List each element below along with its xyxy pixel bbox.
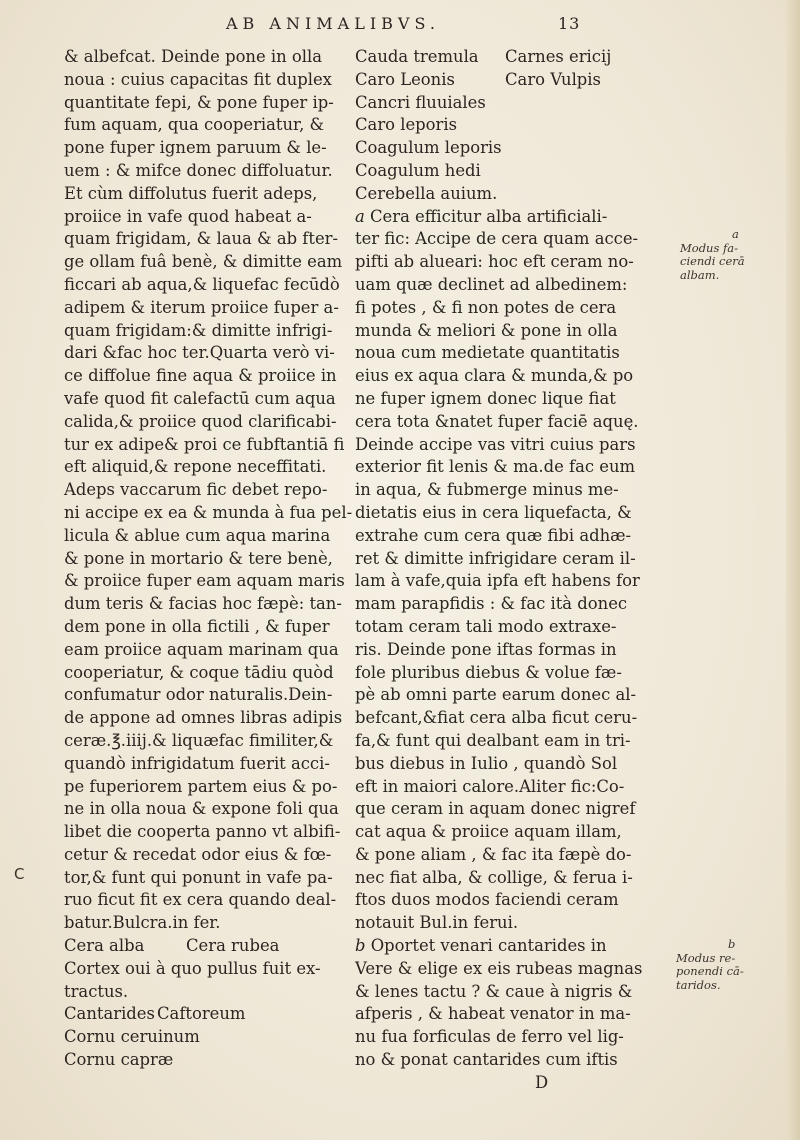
text-line: cooperiatur, & coque tādiu quòd: [64, 662, 334, 682]
text-line: afperis , & habeat venator in ma-: [355, 1004, 631, 1024]
paragraph-b-letter: b: [355, 936, 366, 956]
list-row: [355, 46, 671, 69]
text-line: no & ponat cantarides cum iftis: [355, 1050, 618, 1070]
list-row-entry: tractus.: [64, 981, 129, 1001]
text-line: Adeps vaccarum fic debet repo-: [64, 480, 328, 500]
text-line: fole pluribus diebus & volue fæ-: [355, 662, 622, 682]
text-line: uam quæ declinet ad albedinem:: [355, 274, 628, 294]
list-row-entry: Coagulum hedi: [355, 160, 481, 180]
list-row: [355, 92, 671, 115]
running-head-title: AB ANIMALIBVS.: [226, 14, 440, 33]
left-column-list: [64, 935, 348, 1072]
text-line: Cera efficitur alba artificiali-: [370, 206, 608, 226]
text-line: ficcari ab aqua,& liquefac fecūdò: [64, 274, 340, 294]
right-column: [355, 46, 671, 1095]
text-line: totam ceram tali modo extraxe-: [355, 616, 617, 636]
text-line: ni accipe ex ea & munda à fua pel-: [64, 502, 353, 522]
text-line: bus diebus in Iulio , quandò Sol: [355, 753, 618, 773]
text-line: pone fuper ignem paruum & le-: [64, 138, 327, 158]
text-line: vafe quod fit calefactū cum aqua: [64, 388, 336, 408]
list-row: [355, 137, 671, 160]
text-line: & pone in mortario & tere benè,: [64, 548, 333, 568]
text-line: quantitate fepi, & pone fuper ip-: [64, 92, 334, 112]
text-line: pe fuperiorem partem eius & po-: [64, 776, 338, 796]
marginal-note-b-letter: b: [728, 937, 736, 951]
paragraph-b-first-line: [355, 935, 671, 958]
marginal-note-b-line: Modus re-: [676, 950, 736, 965]
text-line: extrahe cum cera quæ fibi adhæ-: [355, 525, 632, 545]
text-line: ret & dimitte infrigidare ceram il-: [355, 548, 636, 568]
list-row-entry: Caro leporis: [355, 115, 458, 135]
text-line: & albefcat. Deinde pone in olla: [64, 47, 323, 66]
text-line: licula & ablue cum aqua marina: [64, 525, 331, 545]
list-row-entry: Caftoreum: [157, 1004, 246, 1024]
text-line: in aqua, & fubmerge minus me-: [355, 480, 619, 500]
text-line: adipem & iterum proiice fuper a-: [64, 297, 339, 317]
list-row-entry: Carnes ericij: [505, 47, 612, 66]
text-line: ne in olla noua & expone foli qua: [64, 799, 339, 819]
text-line: exterior fit lenis & ma.de fac eum: [355, 457, 636, 477]
left-margin-letter: C: [14, 865, 25, 883]
text-line: quam frigidam, & laua & ab fter-: [64, 229, 339, 249]
text-line: proiice in vafe quod habeat a-: [64, 206, 312, 226]
marginal-note-b-line: taridos.: [676, 977, 721, 992]
text-line: Et cùm diffolutus fuerit adeps,: [64, 183, 318, 203]
text-line: confumatur odor naturalis.Dein-: [64, 685, 333, 705]
text-line: ter fic: Accipe de cera quam acce-: [355, 229, 639, 249]
text-line: ruo ficut fit ex cera quando deal-: [64, 890, 337, 910]
list-row: [64, 935, 348, 958]
text-line: quam frigidam:& dimitte infrigi-: [64, 320, 333, 340]
left-column: [64, 46, 353, 1072]
list-row: [355, 160, 671, 183]
page-number: 13: [558, 14, 581, 33]
text-line: ce diffolue fine aqua & proiice in: [64, 366, 337, 386]
paragraph-a: [355, 206, 671, 936]
list-row-entry: Caro Vulpis: [505, 69, 601, 89]
list-row: [64, 1026, 348, 1049]
text-line: dari &fac hoc ter.Quarta verò vi-: [64, 343, 335, 363]
text-line: nec fiat alba, & collige, & ferua i-: [355, 867, 633, 887]
marginal-note-a-letter: a: [732, 227, 739, 241]
text-line: ne fuper ignem donec lique fiat: [355, 388, 616, 408]
text-line: que ceram in aquam donec nigref: [355, 799, 636, 819]
text-line: eft in maiori calore.Aliter fic:Co-: [355, 776, 625, 796]
text-line: noua cum medietate quantitatis: [355, 343, 620, 363]
paragraph-a-first-line: [355, 206, 671, 229]
text-line: eius ex aqua clara & munda,& po: [355, 366, 634, 386]
text-line: notauit Bul.in ferui.: [355, 913, 519, 933]
text-line: dem pone in olla fictili , & fuper: [64, 616, 330, 636]
paragraph-b: [355, 935, 671, 1072]
text-line: & pone aliam , & fac ita fæpè do-: [355, 844, 632, 864]
list-row: [355, 183, 671, 206]
text-line: cera tota &natet fuper faciē aquę.: [355, 411, 639, 431]
list-row-entry: Cancri fluuiales: [355, 92, 486, 112]
list-row: [64, 1049, 348, 1072]
text-line: eft aliquid,& repone neceffitati.: [64, 457, 327, 477]
text-line: quandò infrigidatum fuerit acci-: [64, 753, 330, 773]
marginal-note-b: [676, 938, 744, 992]
text-line: ftos duos modos faciendi ceram: [355, 890, 619, 910]
text-line: libet die cooperta panno vt albifi-: [64, 822, 341, 842]
text-line: cat aqua & proiice aquam illam,: [355, 822, 622, 842]
text-line: pifti ab alueari: hoc eft ceram no-: [355, 252, 634, 272]
list-row: [355, 69, 671, 92]
text-line: calida,& proiice quod clarificabi-: [64, 411, 337, 431]
list-row-entry: Cauda tremula: [355, 47, 479, 66]
list-row: [64, 1003, 348, 1026]
text-line: tor,& funt qui ponunt in vafe pa-: [64, 867, 333, 887]
text-line: fa,& funt qui dealbant eam in tri-: [355, 730, 631, 750]
marginal-note-a: [680, 228, 745, 282]
text-line: cetur & recedat odor eius & fœ-: [64, 844, 332, 864]
text-line: befcant,&fiat cera alba ficut ceru-: [355, 708, 638, 728]
list-row-entry: Cornu capræ: [64, 1050, 174, 1070]
text-line: lam à vafe,quia ipfa eft habens for: [355, 571, 640, 591]
list-row-entry: Cantarides: [64, 1004, 155, 1024]
list-row-entry: Cortex oui à quo pullus fuit ex-: [64, 958, 321, 978]
text-line: ris. Deinde pone iftas formas in: [355, 639, 617, 659]
right-column-list: [355, 46, 671, 206]
text-line: munda & meliori & pone in olla: [355, 320, 618, 340]
list-row-entry: Cera alba: [64, 936, 145, 956]
page-edge: [786, 0, 800, 1140]
text-line: batur.Bulcra.in fer.: [64, 913, 221, 933]
list-row: [64, 958, 348, 981]
text-line: Deinde accipe vas vitri cuius pars: [355, 434, 636, 454]
text-line: ge ollam fuâ benè, & dimitte eam: [64, 252, 343, 272]
marginal-note-a-line: Modus fa-: [680, 240, 739, 255]
list-row-entry: Coagulum leporis: [355, 138, 502, 158]
list-row-entry: Cornu ceruinum: [64, 1027, 200, 1047]
paragraph-a-letter: a: [355, 206, 365, 226]
text-line: & lenes tactu ? & caue à nigris &: [355, 981, 633, 1001]
text-line: uem : & mifce donec diffoluatur.: [64, 160, 333, 180]
text-line: Vere & elige ex eis rubeas magnas: [355, 958, 643, 978]
text-line: fum aquam, qua cooperiatur, &: [64, 115, 325, 135]
text-line: mam parapfidis : & fac ità donec: [355, 594, 628, 614]
marginal-note-b-line: ponendi cā-: [676, 964, 744, 979]
text-line: dum teris & facias hoc fæpè: tan-: [64, 594, 342, 614]
list-row: [355, 114, 671, 137]
text-line: de appone ad omnes libras adipis: [64, 708, 343, 728]
marginal-note-a-line: ciendi cerā: [680, 254, 745, 269]
text-line: pè ab omni parte earum donec al-: [355, 685, 637, 705]
text-line: nu fua forficulas de ferro vel lig-: [355, 1027, 624, 1047]
text-line: eam proiice aquam marinam qua: [64, 639, 339, 659]
text-line: ceræ.℥.iiij.& liquæfac fimiliter,&: [64, 730, 334, 750]
list-row-entry: Caro Leonis: [355, 69, 455, 89]
text-line: noua : cuius capacitas fit duplex: [64, 69, 332, 89]
marginal-note-a-line: albam.: [680, 267, 720, 282]
text-line: tur ex adipe& proi ce fubftantiā fi: [64, 434, 345, 454]
text-line: fi potes , & fi non potes de cera: [355, 297, 617, 317]
list-row-entry: Cera rubea: [186, 936, 280, 956]
text-line: & proiice fuper eam aquam maris: [64, 571, 345, 591]
text-line: Oportet venari cantarides in: [370, 936, 607, 956]
left-column-text: [64, 46, 353, 935]
catchword: D: [535, 1072, 549, 1092]
list-row-entry: Cerebella auium.: [355, 183, 498, 203]
text-line: dietatis eius in cera liquefacta, &: [355, 502, 632, 522]
list-row: [64, 981, 348, 1004]
